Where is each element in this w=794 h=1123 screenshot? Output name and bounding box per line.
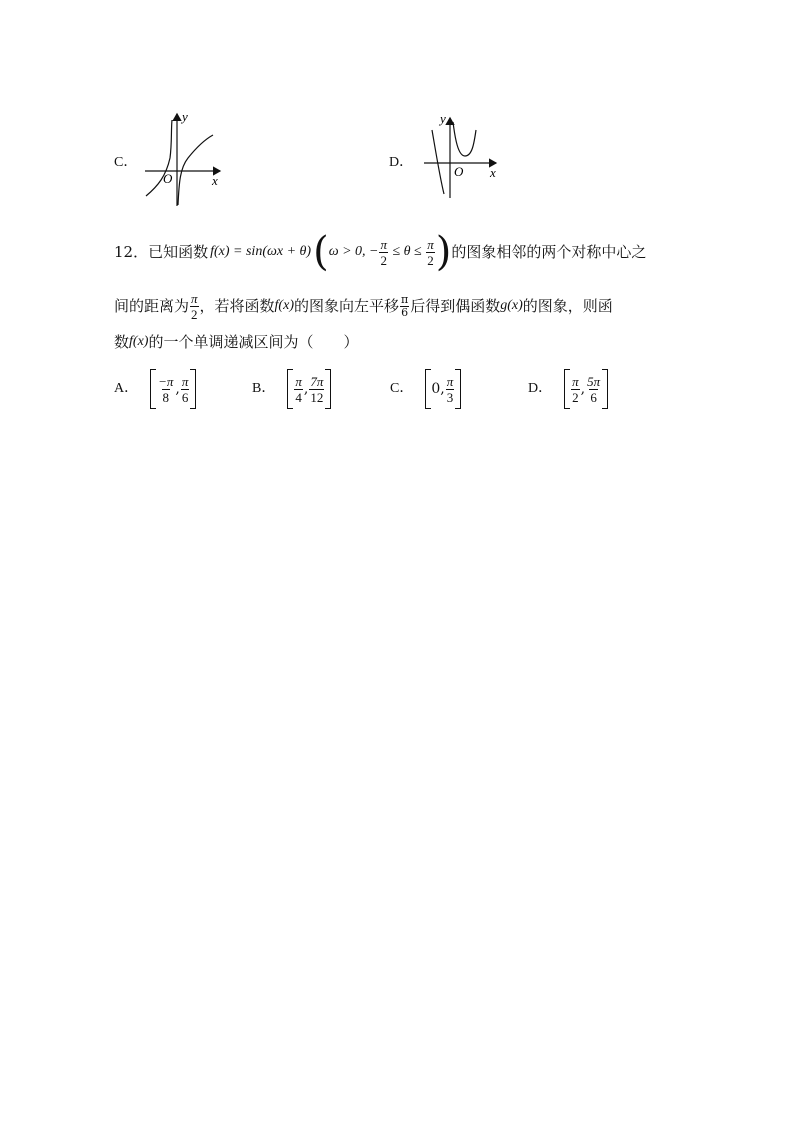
option-label: B． — [252, 381, 276, 396]
option-c-label: C． — [114, 155, 138, 170]
bracket-open — [564, 369, 570, 409]
y-axis-label: y — [182, 109, 188, 124]
bracket-close — [190, 369, 196, 409]
fraction: $\frac{7\pi}{12}$ — [310, 373, 324, 405]
condition-text: ω > 0, − — [328, 244, 379, 259]
y-axis-label: y — [440, 111, 446, 126]
condition-text: ≤ θ ≤ — [388, 244, 426, 259]
fraction: $\frac{\pi}{6}$ — [401, 292, 409, 319]
bracket-close — [325, 369, 331, 409]
question-number: 12． — [114, 242, 149, 261]
fraction: $\frac{\pi}{4}$ — [295, 373, 302, 405]
fraction: $\frac{\pi}{2}$ — [427, 236, 434, 268]
option-label: D． — [528, 381, 553, 396]
right-branch-curve — [453, 122, 476, 156]
origin-label: O — [163, 171, 173, 186]
option-d-label: D． — [389, 155, 414, 170]
question-text: 的图象，则函 — [522, 296, 613, 315]
function-definition: f(x) = sin(ωx + θ) — [210, 244, 312, 259]
left-branch-curve — [432, 130, 444, 194]
question-text: 后得到偶函数 — [410, 296, 501, 315]
question-line-1 — [114, 229, 647, 275]
answer-option-c[interactable] — [390, 368, 461, 410]
fraction: $\frac{\pi}{3}$ — [446, 373, 454, 405]
question-line-3 — [114, 332, 358, 352]
option-label: C． — [390, 381, 414, 396]
question-text: 的图象相邻的两个对称中心之 — [451, 242, 647, 261]
fraction: $\frac{\pi}{6}$ — [181, 373, 189, 405]
option-d-graph — [420, 108, 510, 208]
question-text: 的一个单调递减区间为（ ） — [148, 332, 359, 351]
function-g: g(x) — [500, 298, 523, 313]
paren-open: ( — [313, 229, 329, 275]
fraction: $\frac{\pi}{2}$ — [380, 236, 387, 268]
question-text: ，若将函数 — [199, 296, 275, 315]
bracket-open — [150, 369, 156, 409]
interval-start: 0, — [431, 381, 445, 397]
option-label: A． — [114, 381, 139, 396]
paren-close: ) — [435, 229, 452, 275]
x-axis-label: x — [490, 165, 496, 180]
fraction: $\frac{\pi}{2}$ — [191, 290, 198, 322]
bracket-close — [455, 369, 461, 409]
function-f: f(x) — [274, 298, 294, 313]
option-c-graph — [140, 108, 230, 208]
fraction: $\frac{\pi}{2}$ — [572, 373, 579, 405]
answer-option-d[interactable]: D． $\frac{\pi}{2}$ , $\frac{5\pi}{6}$ — [528, 368, 608, 410]
bracket-close — [602, 369, 608, 409]
question-line-2 — [114, 286, 613, 326]
answer-option-a[interactable]: A． $\frac{-\pi}{8}$ , $\frac{\pi}{6}$ — [114, 368, 196, 410]
answer-option-b[interactable]: B． $\frac{\pi}{4}$ , $\frac{7\pi}{12}$ — [252, 368, 331, 410]
bracket-open — [287, 369, 293, 409]
right-branch-curve — [178, 135, 213, 205]
question-text: 间的距离为 — [114, 296, 190, 315]
fraction: $\frac{-\pi}{8}$ — [158, 373, 174, 405]
x-axis-label: x — [212, 173, 218, 188]
origin-label: O — [454, 164, 464, 179]
question-text: 数 — [114, 332, 130, 351]
function-f: f(x) — [129, 334, 149, 349]
question-text: 的图象向左平移 — [293, 296, 399, 315]
question-text: 已知函数 — [148, 242, 209, 261]
fraction: $\frac{5\pi}{6}$ — [587, 373, 601, 405]
